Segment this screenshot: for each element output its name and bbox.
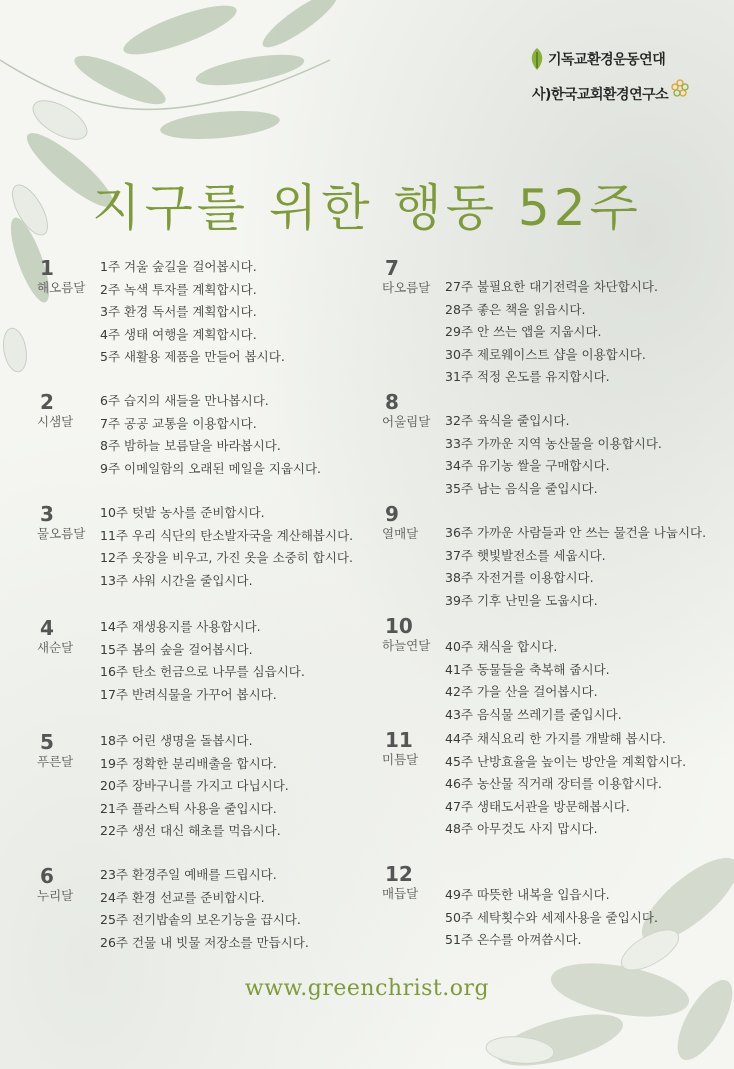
list-item: 11주 우리 식단의 탄소발자국을 계산해봅시다. — [100, 527, 354, 543]
org1-name: 기독교환경운동연대 — [548, 52, 666, 68]
list-item: 30주 제로웨이스트 샵을 이용합시다. — [445, 346, 646, 362]
list-item: 6주 습지의 새들을 만나봅시다. — [100, 393, 269, 408]
month-number: 11 — [385, 728, 413, 752]
list-item: 8주 밤하늘 보름달을 바라봅시다. — [100, 438, 281, 453]
list-item: 26주 건물 내 빗물 저장소를 만듭시다. — [100, 934, 309, 950]
logo-research-institute — [532, 84, 691, 104]
list-item: 37주 햇빛발전소를 세웁시다. — [445, 547, 606, 563]
list-item: 50주 세탁횟수와 세제사용을 줄입시다. — [445, 909, 658, 925]
list-item: 24주 환경 선교를 준비합시다. — [100, 889, 265, 905]
list-item: 49주 따뜻한 내복을 입읍시다. — [445, 887, 610, 902]
list-item: 45주 난방효율을 높이는 방안을 계획합시다. — [445, 753, 687, 769]
leaf-logo-icon — [530, 48, 544, 70]
month-name: 푸른달 — [37, 754, 74, 769]
month-number: 1 — [40, 256, 54, 280]
list-item: 15주 봄의 숲을 걸어봅시다. — [100, 641, 253, 657]
list-item: 39주 기후 난민을 도웁시다. — [445, 592, 598, 608]
list-item: 51주 온수를 아껴씁시다. — [445, 932, 582, 947]
month-number: 6 — [40, 864, 54, 888]
month-number: 8 — [385, 390, 399, 414]
month-name: 하늘연달 — [382, 638, 431, 653]
list-item: 27주 불필요한 대기전력을 차단합시다. — [445, 279, 658, 294]
flower-logo-icon — [669, 78, 691, 100]
month-name: 미틈달 — [382, 752, 419, 767]
month-number: 2 — [40, 390, 54, 414]
list-item: 12주 옷장을 비우고, 가진 옷을 소중히 합시다. — [100, 550, 353, 565]
list-item: 16주 탄소 헌금으로 나무를 심읍시다. — [100, 664, 305, 679]
month-number: 9 — [385, 502, 399, 526]
month-name: 타오름달 — [382, 280, 431, 295]
list-item: 4주 생태 여행을 계획합시다. — [100, 326, 257, 342]
list-item: 9주 이메일함의 오래된 메일을 지웁시다. — [100, 460, 322, 476]
list-item: 38주 자전거를 이용합시다. — [445, 570, 594, 585]
org2-name: 사)한국교회환경연구소 — [532, 87, 669, 103]
list-item: 47주 생태도서관을 방문해봅시다. — [445, 798, 630, 814]
list-item: 31주 적정 온도를 유지합시다. — [445, 369, 610, 384]
logo-green-christ — [530, 48, 665, 70]
month-number: 5 — [40, 730, 54, 754]
list-item: 46주 농산물 직거래 장터를 이용합시다. — [445, 776, 662, 791]
list-item: 17주 반려식물을 가꾸어 봅시다. — [100, 686, 277, 702]
list-item: 22주 생선 대신 해초를 먹읍시다. — [100, 823, 281, 838]
list-item: 29주 안 쓰는 앱을 지웁시다. — [445, 324, 602, 339]
list-item: 34주 유기농 쌀을 구매합시다. — [445, 458, 610, 473]
page-title: 지구를 위한 행동 52주 — [92, 179, 642, 237]
list-item: 21주 플라스틱 사용을 줄입시다. — [100, 800, 277, 816]
month-name: 매듭달 — [382, 886, 419, 901]
list-item: 2주 녹색 투자를 계획합시다. — [100, 281, 257, 297]
month-number: 7 — [385, 256, 399, 280]
list-item: 43주 음식물 쓰레기를 줄입시다. — [445, 706, 622, 722]
list-item: 48주 아무것도 사지 맙시다. — [445, 821, 598, 836]
list-item: 20주 장바구니를 가지고 다닙시다. — [100, 778, 289, 793]
list-item: 19주 정확한 분리배출을 합시다. — [100, 755, 277, 771]
list-item: 1주 겨울 숲길을 걸어봅시다. — [100, 259, 257, 274]
month-number: 12 — [385, 862, 413, 886]
list-item: 13주 샤워 시간을 줄입시다. — [100, 572, 253, 588]
list-item: 10주 텃밭 농사를 준비합시다. — [100, 505, 265, 520]
list-item: 7주 공공 교통을 이용합시다. — [100, 415, 257, 431]
list-item: 33주 가까운 지역 농산물을 이용합시다. — [445, 435, 662, 451]
month-name: 어울림달 — [382, 414, 431, 429]
list-item: 44주 채식요리 한 가지를 개발해 봅시다. — [445, 731, 666, 746]
list-item: 3주 환경 독서를 계획합시다. — [100, 304, 257, 319]
month-name: 누리달 — [37, 888, 74, 903]
list-item: 32주 육식을 줄입시다. — [445, 413, 570, 428]
month-number: 10 — [385, 614, 413, 638]
month-name: 시샘달 — [37, 414, 74, 429]
list-item: 35주 남는 음식을 줄입시다. — [445, 480, 598, 496]
month-number: 4 — [40, 616, 54, 640]
list-item: 28주 좋은 책을 읽읍시다. — [445, 301, 586, 317]
website-url: www.greenchrist.org — [244, 976, 490, 1001]
month-name: 새순달 — [37, 640, 74, 655]
list-item: 25주 전기밥솥의 보온기능을 끕시다. — [100, 912, 301, 927]
list-item: 5주 새활용 제품을 만들어 봅시다. — [100, 349, 285, 364]
month-number: 3 — [40, 502, 54, 526]
month-name: 물오름달 — [37, 526, 86, 541]
list-item: 14주 재생용지를 사용합시다. — [100, 619, 261, 634]
list-item: 40주 채식을 합시다. — [445, 639, 558, 654]
list-item: 42주 가을 산을 걸어봅시다. — [445, 684, 598, 699]
month-name: 열매달 — [382, 526, 419, 541]
list-item: 23주 환경주일 예배를 드립시다. — [100, 867, 277, 882]
list-item: 18주 어린 생명을 돌봅시다. — [100, 733, 253, 748]
list-item: 41주 동물들을 축복해 줍시다. — [445, 661, 610, 677]
list-item: 36주 가까운 사람들과 안 쓰는 물건을 나눕시다. — [445, 525, 707, 540]
month-name: 해오름달 — [37, 280, 86, 295]
